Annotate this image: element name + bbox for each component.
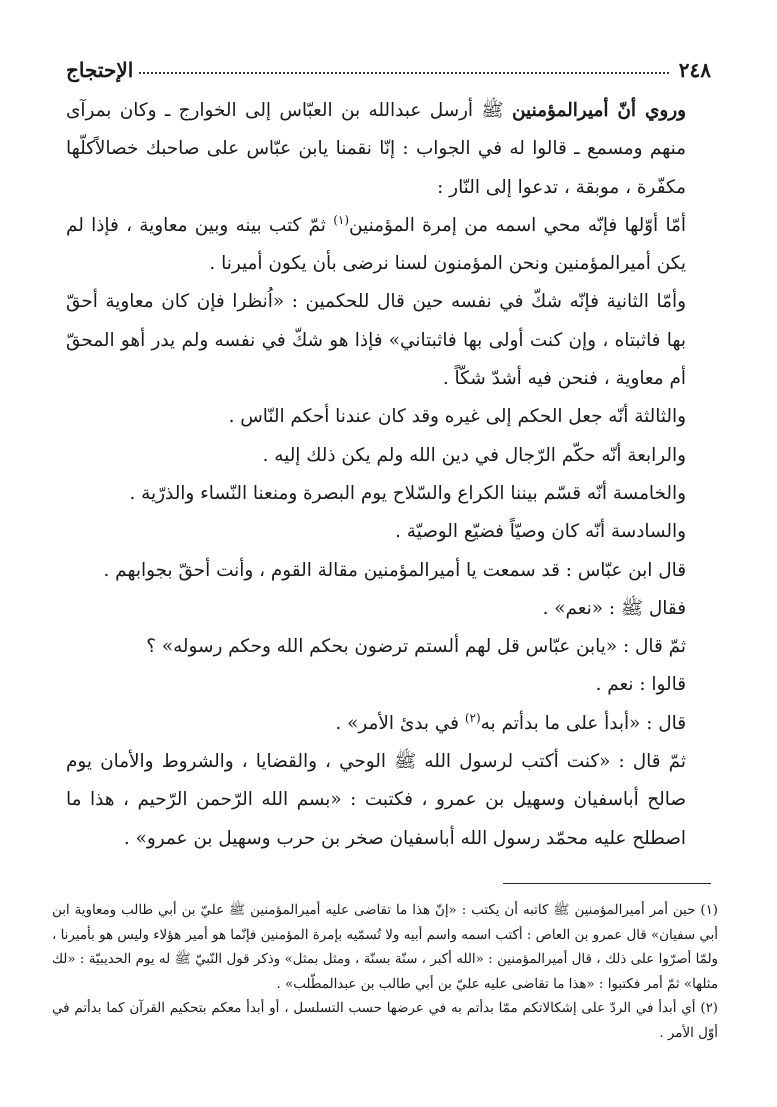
- footnotes: [52, 899, 718, 1047]
- footnote-2: (٢) أي أبدأ في الردّ على إشكالاتكم ممّا بدأتم به في عرضها حسب التسلسل ، أو أبدأ معكم بتحكيم القرآن كما بدأتم في أوّل الأمر .: [52, 1001, 718, 1041]
- paragraph: فقال ﷺ : «نعم» .: [542, 597, 686, 619]
- paragraph: وأمّا الثانية فإنّه شكّ في نفسه حين قال للحكمين : «اُنظرا فإن كان معاوية أحقّ بها فاثبتاه ، وإن كنت أولى بها فاثبتاني» فإذا هو شكّ في نفسه ولم يدر أهو المحقّ أم معاوية ، فنحن فيه أشدّ شكّاً .: [66, 291, 686, 390]
- paragraph: والثالثة أنّه جعل الحكم إلى غيره وقد كان عندنا أحكم النّاس .: [228, 406, 686, 428]
- main-text: [66, 92, 718, 858]
- paragraph-text: ﷺ أرسل عبدالله بن العبّاس إلى الخوارج ـ وكان بمرآى منهم ومسمع ـ قالوا له في الجواب : إنّا نقمنا يابن عبّاس على صاحبك خصالاًكلّها مكفّرة ، موبقة ، تدعوا إلى النّار :: [66, 100, 686, 198]
- footnote-ref-1[interactable]: (١): [333, 212, 350, 227]
- paragraph: [66, 92, 718, 207]
- paragraph: قالوا : نعم .: [595, 674, 686, 696]
- paragraph: ثمّ قال : «يابن عبّاس قل لهم ألستم ترضون بحكم الله وحكم رسوله» ؟: [146, 636, 686, 658]
- paragraph: والخامسة أنّه قسّم بيننا الكراع والسّلاح يوم البصرة ومنعنا النّساء والذرّية .: [129, 482, 686, 504]
- paragraph: قال ابن عبّاس : قد سمعت يا أميرالمؤمنين مقالة القوم ، وأنت أحقّ بجوابهم .: [103, 559, 686, 581]
- paragraph-text: ثمّ كتب بينه وبين معاوية ، فإذا لم يكن أميرالمؤمنين ونحن المؤمنون لسنا نرضى بأن يكون أميرنا .: [66, 214, 686, 275]
- paragraph: والرابعة أنّه حكّم الرّجال في دين الله ولم يكن ذلك إليه .: [262, 444, 686, 466]
- paragraph: [66, 705, 718, 743]
- paragraph-text: أمّا أوّلها فإنّه محي اسمه من إمرة المؤمنين: [349, 214, 687, 236]
- footnote-ref-2[interactable]: (٢): [464, 710, 481, 725]
- paragraph: والسادسة أنّه كان وصيّاً فضيّع الوصيّة .: [395, 521, 686, 543]
- paragraph: ثمّ قال : «كنت أكتب لرسول الله ﷺ الوحي ، والقضايا ، والشروط والأمان يوم صالح أباسفيان وسهيل بن عمرو ، فكتبت : «بسم الله الرّحمن الرّحيم ، هذا ما اصطلح عليه محمّد رسول الله أباسفيان صخر بن حرب وسهيل بن عمرو» .: [66, 751, 686, 849]
- footnote-1: (١) حين أمر أميرالمؤمنين ﷺ كاتبه أن يكتب : «إنّ هذا ما تقاضى عليه أميرالمؤمنين ﷺ عليّ بن أبي طالب ومعاوية ابن أبي سفيان» قال عمرو بن العاص : أكتب اسمه واسم أبيه ولا تُسمّيه بإمرة المؤمنين فإنّما هو أمير هؤلاء وليس هو بأميرنا ، ولمّا أصرّوا على ذلك ، قال أميرالمؤمنين : «الله أكبر ، سنّة بسنّة ، ومثل بمثل» وذكر قول النّبيّ ﷺ له يوم الحديبيّة : «لك مثلها» ثمّ أمر فكتبوا : «هذا ما تقاضى عليه عليّ بن أبي طالب بن عبدالمطّلب» .: [52, 903, 718, 992]
- running-title: الإحتجاج: [66, 58, 134, 82]
- paragraph: [66, 207, 718, 284]
- page-header: [66, 52, 711, 82]
- paragraph-text: في بدئ الأمر» .: [335, 712, 465, 734]
- dotted-leader: [139, 72, 668, 74]
- footnote-divider: [503, 883, 711, 884]
- bold-opening: وروي أنّ أميرالمؤمنين: [512, 100, 686, 121]
- page-number: ٢٤٨: [678, 58, 711, 82]
- paragraph-text: قال : «أبدأ على ما بدأتم به: [480, 712, 686, 734]
